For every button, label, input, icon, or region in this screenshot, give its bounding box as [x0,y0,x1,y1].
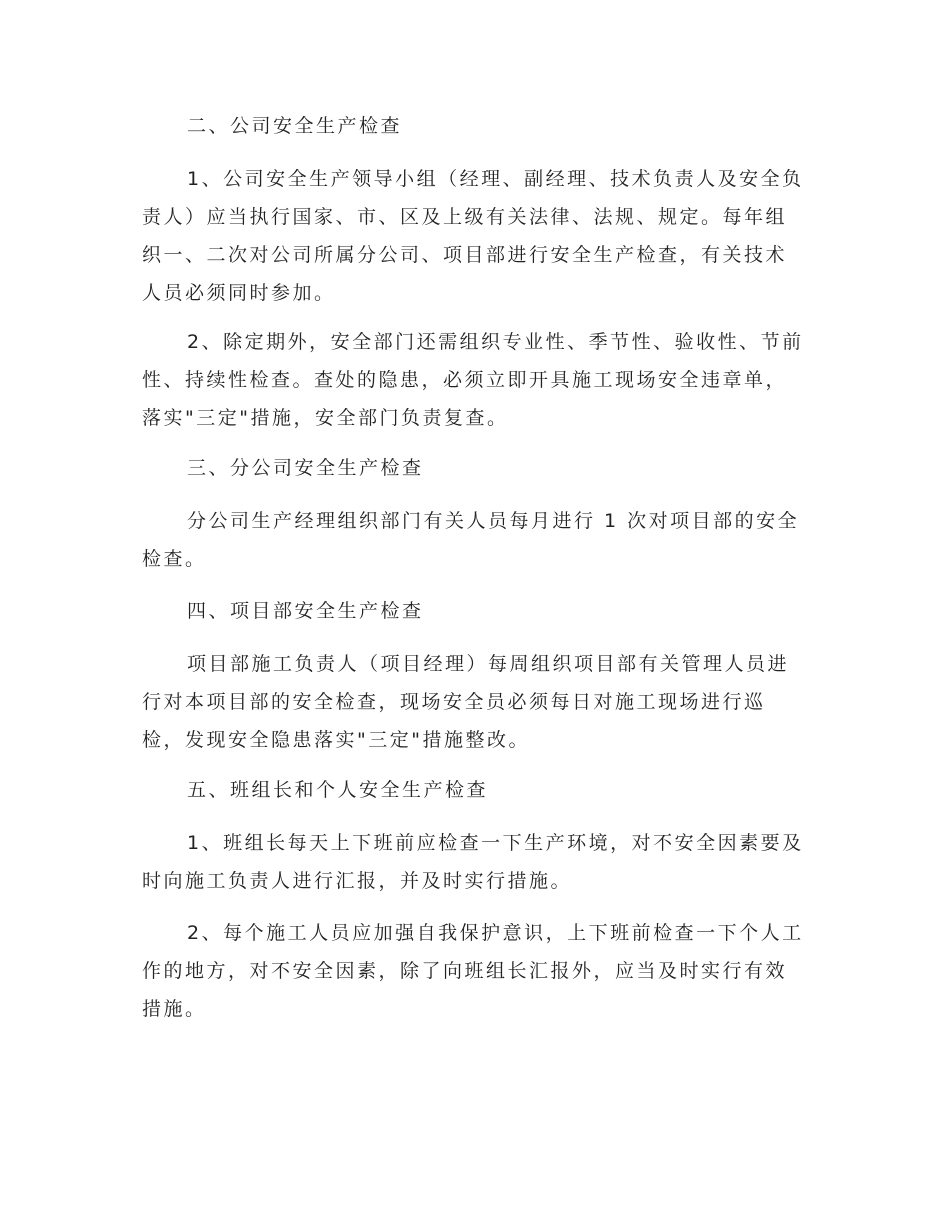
paragraph-line: 1、公司安全生产领导小组（经理、副经理、技术负责人及安全负 [187,168,804,190]
paragraph-line: 项目部施工负责人（项目经理）每周组织项目部有关管理人员进 [187,653,790,675]
paragraph-project-weekly [142,645,812,759]
paragraph-line: 1、班组长每天上下班前应检查一下生产环境，对不安全因素要及 [187,832,804,854]
paragraph-line: 分公司生产经理组织部门有关人员每月进行 1 次对项目部的安全 [187,510,800,532]
paragraph-line: 检，发现安全隐患落实"三定"措施整改。 [142,729,530,751]
paragraph-line: 作的地方，对不安全因素，除了向班组长汇报外，应当及时实行有效 [142,960,788,982]
paragraph-line: 性、持续性检查。查处的隐患，必须立即开具施工现场安全违章单， [142,369,788,391]
paragraph-safety-department [142,323,812,437]
section-heading-project [142,592,812,630]
section-heading-team [142,771,812,809]
section-heading-company [142,107,812,145]
paragraph-line: 措施。 [142,998,207,1020]
paragraph-line: 人员必须同时参加。 [142,282,336,304]
heading-line: 三、分公司安全生产检查 [187,457,424,479]
paragraph-line: 织一、二次对公司所属分公司、项目部进行安全生产检查，有关技术 [142,244,788,266]
paragraph-line: 时向施工负责人进行汇报，并及时实行措施。 [142,870,573,892]
paragraph-line: 行对本项目部的安全检查，现场安全员必须每日对施工现场进行巡 [142,691,766,713]
paragraph-branch-monthly [142,502,812,578]
heading-line: 五、班组长和个人安全生产检查 [187,779,489,801]
paragraph-line: 责人）应当执行国家、市、区及上级有关法律、法规、规定。每年组 [142,206,788,228]
paragraph-line: 2、每个施工人员应加强自我保护意识，上下班前检查一下个人工 [187,922,804,944]
heading-line: 二、公司安全生产检查 [187,115,403,137]
paragraph-team-leader [142,824,812,900]
paragraph-line: 检查。 [142,548,207,570]
section-heading-branch [142,449,812,487]
paragraph-line: 落实"三定"措施，安全部门负责复查。 [142,407,509,429]
paragraph-individual-worker [142,914,812,1028]
paragraph-line: 2、除定期外，安全部门还需组织专业性、季节性、验收性、节前 [187,331,804,353]
heading-line: 四、项目部安全生产检查 [187,600,424,622]
paragraph-company-leadership [142,160,812,312]
